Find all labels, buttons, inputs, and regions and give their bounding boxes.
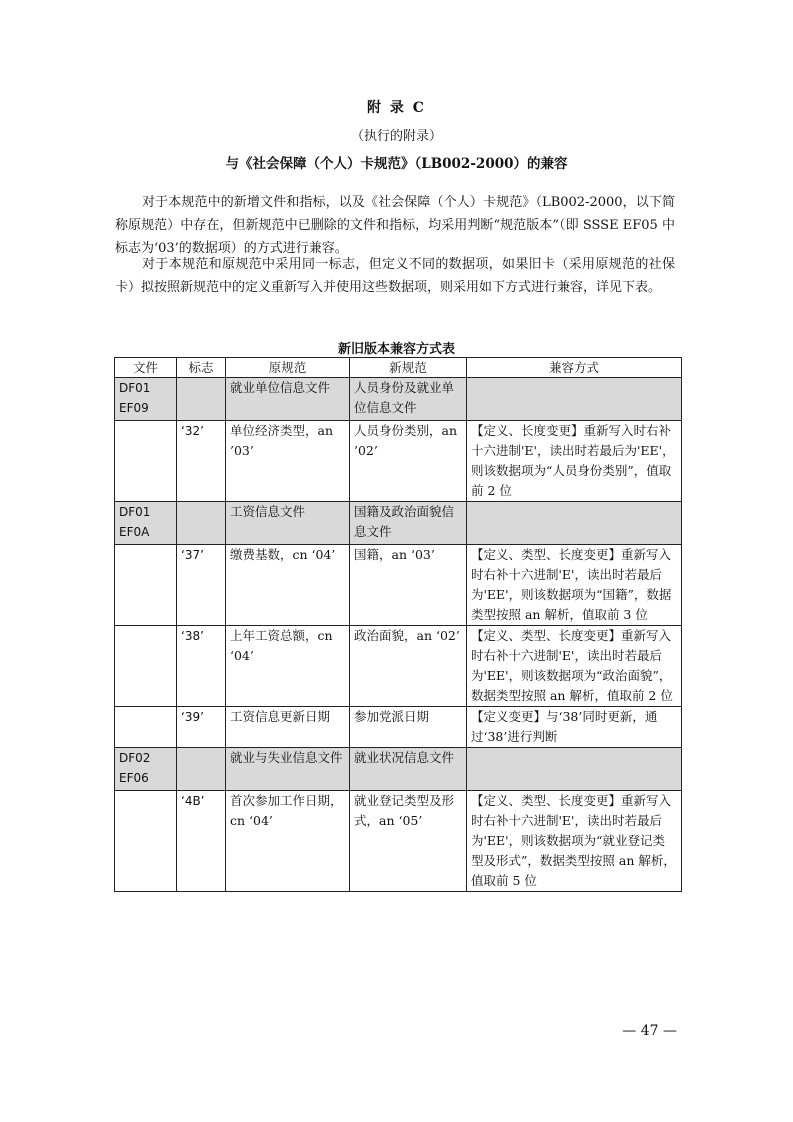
table-caption: 新旧版本兼容方式表 (337, 342, 455, 357)
cell-file (115, 626, 177, 707)
cell-file (115, 707, 177, 748)
cell-compat: 【定义、类型、长度变更】重新写入时右补十六进制'E'，读出时若最后为'EE'，则该数据项为“国籍”，数据类型按照 an 解析，值取前 3 位 (467, 545, 682, 626)
cell-file (115, 421, 177, 502)
cell-compat (467, 502, 682, 545)
cell-tag (177, 748, 226, 791)
paragraph-2: 对于本规范和原规范中采用同一标志，但定义不同的数据项，如果旧卡（采用原规范的社保卡）拟按照新规范中的定义重新写入并使用这些数据项，则采用如下方式进行兼容，详见下表。 (115, 257, 675, 295)
header-old-spec: 原规范 (226, 358, 350, 378)
cell-file (115, 545, 177, 626)
table-row-item (115, 707, 682, 748)
cell-old-spec: 工资信息更新日期 (226, 707, 350, 748)
cell-file: DF01 EF0A (115, 502, 177, 545)
cell-new-spec: 人员身份及就业单位信息文件 (350, 378, 467, 421)
cell-tag: ‘38’ (177, 626, 226, 707)
cell-new-spec: 就业状况信息文件 (350, 748, 467, 791)
cell-tag: ‘32’ (177, 421, 226, 502)
header-file: 文件 (115, 358, 177, 378)
cell-new-spec: 政治面貌，an ‘02’ (350, 626, 467, 707)
table-body (115, 378, 682, 892)
table-row-item (115, 626, 682, 707)
cell-compat: 【定义、长度变更】重新写入时右补十六进制'E'，读出时若最后为'EE'，则该数据项为“人员身份类别”，值取前 2 位 (467, 421, 682, 502)
table-header-row (115, 358, 682, 378)
cell-old-spec: 就业单位信息文件 (226, 378, 350, 421)
table-row-file (115, 748, 682, 791)
table-row-file (115, 502, 682, 545)
cell-file: DF01 EF09 (115, 378, 177, 421)
section-heading: 与《社会保障（个人）卡规范》（LB002-2000）的兼容 (225, 156, 568, 172)
cell-file (115, 791, 177, 892)
cell-compat: 【定义变更】与‘38’同时更新，通过‘38’进行判断 (467, 707, 682, 748)
appendix-title: 附 录 C (367, 100, 426, 116)
header-compat: 兼容方式 (467, 358, 682, 378)
cell-old-spec: 上年工资总额，cn ‘04’ (226, 626, 350, 707)
cell-old-spec: 缴费基数，cn ‘04’ (226, 545, 350, 626)
cell-file: DF02 EF06 (115, 748, 177, 791)
cell-new-spec: 国籍及政治面貌信息文件 (350, 502, 467, 545)
cell-compat: 【定义、类型、长度变更】重新写入时右补十六进制'E'，读出时若最后为'EE'，则该数据项为“就业登记类型及形式”，数据类型按照 an 解析，值取前 5 位 (467, 791, 682, 892)
table-row-item (115, 791, 682, 892)
cell-old-spec: 就业与失业信息文件 (226, 748, 350, 791)
header-new-spec: 新规范 (350, 358, 467, 378)
table-row-item (115, 545, 682, 626)
cell-new-spec: 国籍，an ‘03’ (350, 545, 467, 626)
compatibility-table (114, 357, 682, 892)
paragraph-1: 对于本规范中的新增文件和指标，以及《社会保障（个人）卡规范》（LB002-2000，以下简称原规范）中存在，但新规范中已删除的文件和指标，均采用判断“规范版本”（即 SSSE EF05 中标志为‘03’的数据项）的方式进行兼容。 (115, 195, 675, 256)
header-tag: 标志 (177, 358, 226, 378)
cell-tag: ‘39’ (177, 707, 226, 748)
cell-compat: 【定义、类型、长度变更】重新写入时右补十六进制'E'，读出时若最后为'EE'，则该数据项为“政治面貌”，数据类型按照 an 解析，值取前 2 位 (467, 626, 682, 707)
cell-old-spec: 单位经济类型，an ’03’ (226, 421, 350, 502)
cell-tag: ‘37’ (177, 545, 226, 626)
cell-new-spec: 人员身份类别，an ’02’ (350, 421, 467, 502)
cell-old-spec: 首次参加工作日期，cn ‘04’ (226, 791, 350, 892)
page-number: — 47 — (622, 1023, 677, 1039)
table-row-file (115, 378, 682, 421)
cell-compat (467, 748, 682, 791)
cell-compat (467, 378, 682, 421)
cell-tag (177, 378, 226, 421)
table-row-item (115, 421, 682, 502)
cell-old-spec: 工资信息文件 (226, 502, 350, 545)
cell-new-spec: 就业登记类型及形式，an ‘05’ (350, 791, 467, 892)
cell-new-spec: 参加党派日期 (350, 707, 467, 748)
cell-tag: ‘4B’ (177, 791, 226, 892)
cell-tag (177, 502, 226, 545)
appendix-subtitle: （执行的附录） (350, 129, 442, 144)
